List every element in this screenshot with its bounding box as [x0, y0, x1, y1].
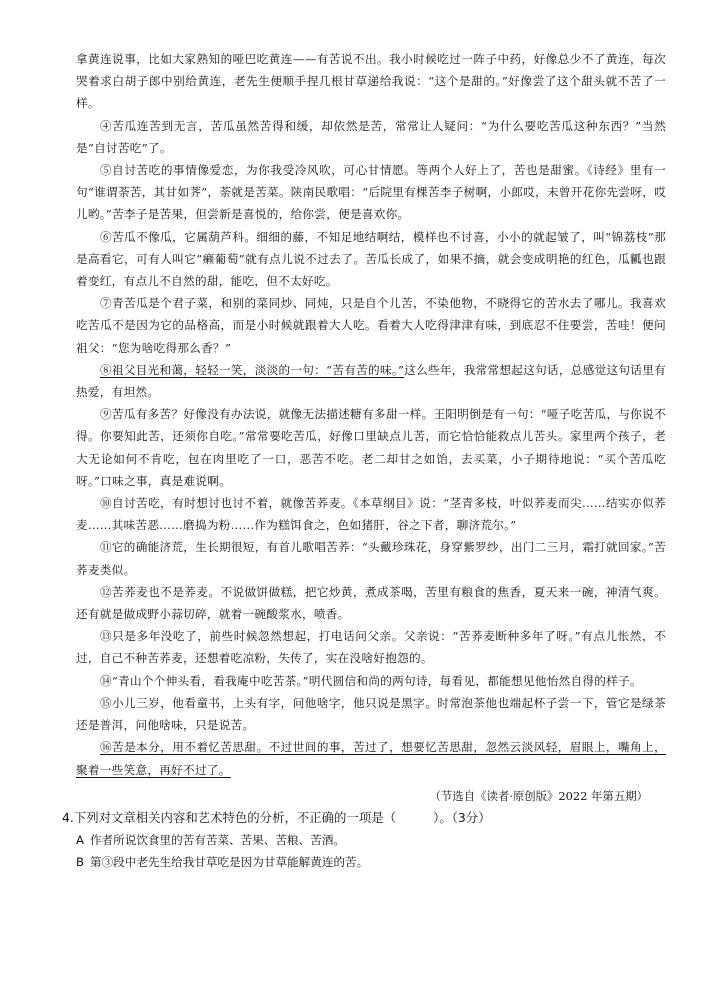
paragraph-8-rest: 这么些年，我常常想起这句话，总感觉这句话里有热爱，有坦然。	[76, 362, 667, 400]
paragraph-16	[76, 736, 666, 780]
underlined-sentence-16: ⑯苦是本分，用不着忆苦思甜。不过世间的事，苦过了，想要忆苦思甜，忽然云淡风轻，眉眼上，嘴角上，聚着一些笑意，再好不过了。	[76, 740, 666, 777]
paragraph-0: 拿黄连说事，比如大家熟知的哑巴吃黄连——有苦说不出。我小时候吃过一阵子中药，好像总少不了黄连，每次哭着求白胡子郎中别给黄连，老先生便顺手捏几根甘草递给我说：“这个是甜的。”好像尝了这个甜头就不苦了一样。	[76, 52, 666, 111]
paragraph-14: ⑭“青山个个伸头看，看我庵中吃苦茶。”明代圆信和尚的两句诗，每看见，都能想见他怡然自得的样子。	[100, 673, 642, 688]
question-stem: 4.下列对文章相关内容和艺术特色的分析，不正确的一项是（ ）。（3分）	[62, 809, 491, 825]
paragraph-4: ④苦瓜连苦到无言，苦瓜虽然苦得和缓，却依然是苦，常常让人疑问：“为什么要吃苦瓜这种东西？”当然是“自讨苦吃”了。	[76, 118, 666, 155]
option-a	[76, 829, 666, 851]
paragraph-5: ⑤自讨苦吃的事情像爱恋，为你我受冷风吹，可心甘情愿。等两个人好上了，苦也是甜蜜。《诗经》里有一句“谁谓荼苦，其甘如荠”，荼就是苦菜。陕南民歌唱：“后院里有棵苦李子树啊，小郎哎，未曾开花你先尝呀，哎儿哟。”苦李子是苦果，但尝新是喜悦的，给你尝，便是喜欢你。	[76, 163, 666, 222]
paragraph-8	[76, 359, 666, 403]
option-b-label: B	[76, 854, 84, 869]
paragraph-6: ⑥苦瓜不像瓜，它属葫芦科。细细的藤，不知足地结啊结，模样也不讨喜，小小的就起皱了，叫“锦荔枝”那是高看它，可有人叫它“癞葡萄”就有点儿说不过去了。苦瓜长成了，如果不摘，就会变成明艳的红色，瓜瓤也跟着变红，有点儿不自然的甜，能吃，但不太好吃。	[76, 229, 666, 289]
option-a-text: 作者所说饮食里的苦有苦菜、苦果、苦粮、苦酒。	[89, 832, 346, 847]
paragraph-11: ⑪它的确能济荒，生长期很短，有首儿歌唱苦荞：“头戴珍珠花，身穿紫罗纱，出门二三月，霜打就回家。”苦荞麦类似。	[76, 540, 666, 577]
option-b-text: 第③段中老先生给我甘草吃是因为甘草能解黄连的苦。	[89, 854, 369, 869]
paragraph-12: ⑫苦荞麦也不是荞麦。不说做饼做糕，把它炒黄，煮成茶喝，苦里有粮食的焦香，夏天来一碗，神清气爽。还有就是做成野小蒜切碎，就着一碗酸浆水，喷香。	[76, 584, 666, 622]
option-a-label: A	[76, 832, 84, 847]
paragraph-9: ⑨苦瓜有多苦？好像没有办法说，就像无法描述糖有多甜一样。王阳明倒是有一句：“哑子吃苦瓜，与你说不得。你要知此苦，还须你自吃。”常常要吃苦瓜，好像口里缺点儿苦，而它恰恰能救点儿苦头。家里两个孩子，老大无论如何不肯吃，包在肉里吃了一口，恶苦不吃。老二却甘之如饴，去买菜，小子期待地说：“买个苦瓜吃呀。”口味之事，真是难说啊。	[76, 407, 666, 488]
option-b	[76, 851, 666, 873]
underlined-sentence: ⑧祖父目光和蔼，轻轻一笑，淡淡的一句：“苦有苦的味。”	[100, 362, 405, 377]
paragraph-10: ⑩自讨苦吃，有时想讨也讨不着，就像苦荞麦。《本草纲目》说：“茎青多枝，叶似荞麦而尖……结实亦似荞麦……其味苦恶……磨捣为粉……作为糕饵食之，色如猪肝，谷之下者，聊济荒尔。”	[76, 496, 666, 533]
paragraph-13: ⑬只是多年没吃了，前些时候忽然想起，打电话问父亲。父亲说：“苦荞麦断种多年了呀。”有点儿怅然，不过，自己不种苦荞麦，还想着吃凉粉，失传了，实在没啥好抱怨的。	[76, 629, 666, 666]
document-page	[62, 48, 667, 873]
paragraph-7: ⑦青苦瓜是个君子菜，和别的菜同炒、同炖，只是自个儿苦，不染他物，不晓得它的苦水去了哪儿。我喜欢吃苦瓜不是因为它的品格高，而是小时候就跟着大人吃。看着大人吃得津津有味，到底忍不住要尝，苦哇！便问祖父：“您为啥吃得那么香？”	[76, 296, 666, 355]
source-citation: （节选自《读者·原创版》2022 年第五期）	[429, 788, 648, 803]
paragraph-15: ⑮小儿三岁，他看童书，上头有字，问他啥字，他只说是黑字。时常泡茶他也端起杯子尝一下，管它是绿茶还是普洱，问他啥味，只是说苦。	[76, 695, 666, 733]
